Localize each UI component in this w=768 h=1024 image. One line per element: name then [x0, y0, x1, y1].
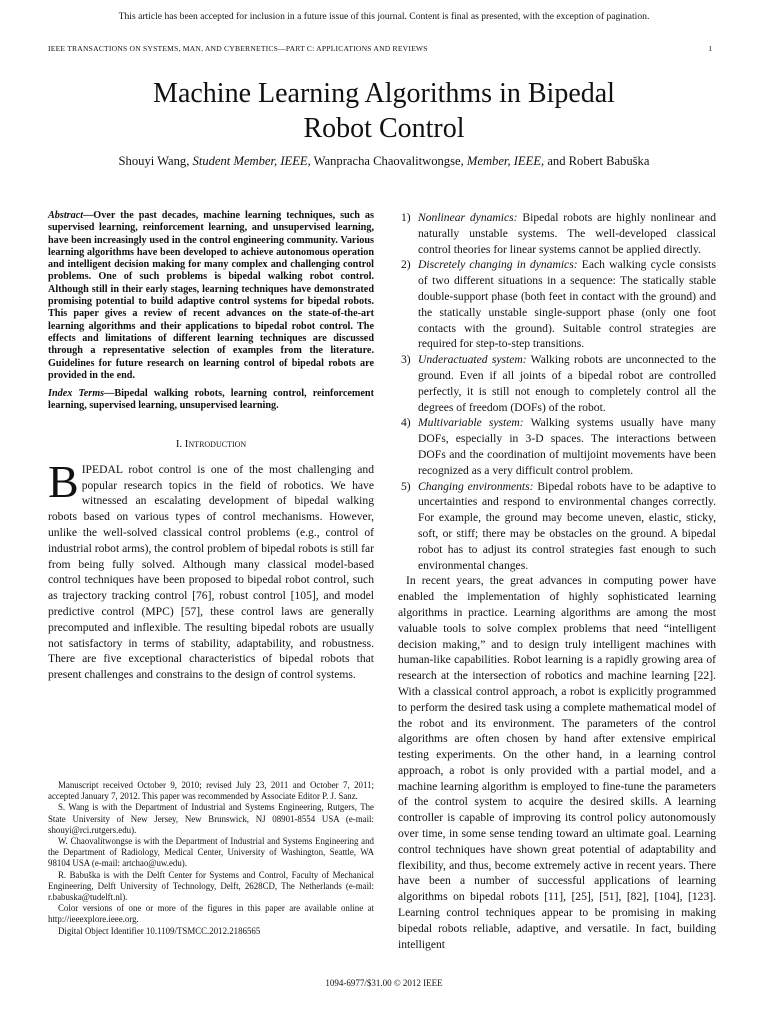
list-number: 2): [401, 258, 411, 272]
list-number: 4): [401, 416, 411, 430]
list-term: Changing environments:: [418, 479, 534, 493]
list-term: Multivariable system:: [418, 416, 524, 430]
list-text: Walking robots are unconnected to the ground. Even if all joints of a bipedal robot are controlled perfectly, it is still not enough to completely control all the degrees of freedom (DOFs) of the robot.: [418, 353, 716, 414]
left-column: [48, 210, 374, 683]
list-term: Underactuated system:: [418, 353, 527, 367]
list-term: Discretely changing in dynamics:: [418, 258, 578, 272]
page-number: 1: [708, 44, 712, 53]
list-item: [398, 479, 716, 574]
title-line-2: Robot Control: [303, 113, 465, 144]
copyright-footer: 1094-6977/$31.00 © 2012 IEEE: [325, 978, 443, 988]
index-terms-label: Index Terms: [48, 388, 105, 400]
index-terms: [48, 388, 374, 413]
author-1: Shouyi Wang,: [118, 154, 193, 168]
index-terms-dash: —: [104, 388, 115, 400]
paper-title: [0, 76, 768, 146]
body-paragraph: In recent years, the great advances in computing power have enabled the implementation of highly sophisticated learning algorithms in practice. Learning algorithms are among the most valuable tools to solve complex problems that need “intelligent decision making,” and to design truly intelligent machines with human-like capabilities. Robot learning is a rapidly growing area of research at the intersection of robotics and machine learning [22]. With a classical control approach, a robot is explicitly programmed to perform the desired task using a complete mathematical model of the robot and its environment. The parameters of the control algorithms are often chosen by hand after extensive empirical testing experiments. On the other hand, in a learning control approach, a robot is only provided with a partial model, and a machine learning algorithm is employed to fine-tune the parameters of the control system to acquire the desired skills. A learning controller is capable of improving its control policy autonomously over time, in some sense tending toward an ultimate goal. Learning control techniques have shown great potential of adaptability and flexibility, and thus, become extremely active in recent years. There have been a number of successful applications of learning algorithms on bipedal robots [11], [25], [51], [82], [104], [123]. Learning control techniques appear to be promising in making bipedal robots reliable, adaptive, and versatile. In fact, building intelligent: [398, 574, 716, 951]
acceptance-notice: This article has been accepted for inclusion in a future issue of this journal. Content is final as presented, with the exception of pagination.: [118, 11, 650, 22]
list-text: Bipedal robots have to be adaptive to uncertainties and respond to environmental changes correctly. For example, the ground may become uneven, elastic, sticky, soft, or stiff; there may be obstacles on the ground. A bipedal robot has to adjust its control strategies fast enough to such environmental changes.: [418, 479, 716, 572]
abstract-text: Over the past decades, machine learning techniques, such as supervised learning, reinforcement learning, and unsupervised learning, have been increasingly used in the control engineering community. Various learning algorithms have been developed to achieve autonomous operation and intelligent decision making for many complex and challenging control problems. One of such problems is bipedal walking robot control. Although still in their early stages, learning techniques have demonstrated promising potential to build adaptive control systems for bipedal robots. This paper gives a review of recent advances on the state-of-the-art learning algorithms and their applications to bipedal robot control. The effects and limitations of different learning techniques are discussed through a representative selection of examples from the literature. Guidelines for future research on learning control of bipedal robots are provided in the end.: [48, 210, 374, 381]
list-item: [398, 352, 716, 415]
footnote-color: Color versions of one or more of the figures in this paper are available online at http://ieeexplore.ieee.org.: [48, 903, 374, 925]
author-list: [0, 154, 768, 169]
author-1-role: Student Member, IEEE: [192, 154, 308, 168]
footnotes: [48, 780, 374, 937]
drop-cap: B: [48, 455, 79, 507]
list-text: Walking systems usually have many DOFs, especially in 3-D spaces. The interactions between DOFs and the coordination of multijoint movements have been recognized as a very difficult control problem.: [418, 416, 716, 477]
running-head: IEEE TRANSACTIONS ON SYSTEMS, MAN, AND CYBERNETICS—PART C: APPLICATIONS AND REVIEWS: [48, 44, 428, 53]
abstract: [48, 210, 374, 382]
author-2-role: Member, IEEE: [466, 154, 542, 168]
list-number: 3): [401, 353, 411, 367]
abstract-label: Abstract: [48, 210, 84, 221]
footnote-wang: S. Wang is with the Department of Industrial and Systems Engineering, Rutgers, The State University of New Jersey, New Brunswick, NJ 08901-8554 USA (e-mail: shouyi@rci.rutgers.edu).: [48, 802, 374, 835]
list-text: Bipedal robots are highly nonlinear and naturally unstable systems. The well-developed classical control theories for linear systems cannot be applied directly.: [418, 211, 716, 256]
abstract-dash: —: [83, 210, 94, 221]
challenge-list: [398, 210, 716, 573]
list-item: [398, 415, 716, 478]
intro-text: IPEDAL robot control is one of the most challenging and popular research topics in the field of robotics. We have witnessed an escalating development of bipedal walking robots based on various types of control mechanisms. However, unlike the well-solved classical control problems (e.g., control of industrial robot arms), the control problem of bipedal robots is still far from being fully solved. Although many classical model-based control techniques have been proposed to bipedal robot control, such as trajectory tracking control [76], robust control [105], and model predictive control (MPC) [57], these control laws are generally precomputed and inflexible. The resulting bipedal robots are usually not satisfactory in terms of stability, adaptability, and robustness. There are five exceptional characteristics of bipedal robots that present challenges and constrains to the design of control systems.: [48, 462, 374, 682]
right-column: [398, 210, 716, 952]
author-3: , and Robert Babuška: [541, 154, 650, 168]
footnote-babuska: R. Babuška is with the Delft Center for Systems and Control, Faculty of Mechanical Engineering, Delft University of Technology, Delft, 2628CD, The Netherlands (e-mail: r.babuska@tudelft.nl).: [48, 869, 374, 903]
index-terms-text: Bipedal walking robots, learning control, reinforcement learning, supervised learning, unsupervised learning.: [48, 388, 374, 412]
list-number: 1): [401, 211, 411, 224]
footnote-doi: Digital Object Identifier 10.1109/TSMCC.2012.2186565: [58, 925, 261, 936]
list-item: [398, 210, 716, 257]
list-number: 5): [401, 479, 411, 493]
list-item: [398, 257, 716, 352]
footnote-chaovalitwongse: W. Chaovalitwongse is with the Department of Industrial and Systems Engineering and the Department of Radiology, Medical Center, University of Washington, Seattle, WA 98104 USA (e-mail: artchao@uw.edu).: [48, 836, 374, 869]
section-heading-introduction: I. Introduction: [175, 437, 247, 450]
author-2: , Wanpracha Chaovalitwongse,: [307, 154, 467, 168]
intro-paragraph: [48, 455, 374, 683]
title-line-1: Machine Learning Algorithms in Bipedal: [153, 78, 615, 109]
list-text: Each walking cycle consists of two different situations in a sequence: The statically stable double-support phase (both feet in contact with the ground) and the statically unstable single-support phase (only one foot contacts with the ground). Suitable control strategies are required for step-to-step transitions.: [418, 258, 716, 351]
list-term: Nonlinear dynamics:: [418, 211, 518, 224]
footnote-manuscript: Manuscript received October 9, 2010; revised July 23, 2011 and October 7, 2011; accepted January 7, 2012. This paper was recommended by Associate Editor P. J. Sanz.: [48, 780, 374, 802]
